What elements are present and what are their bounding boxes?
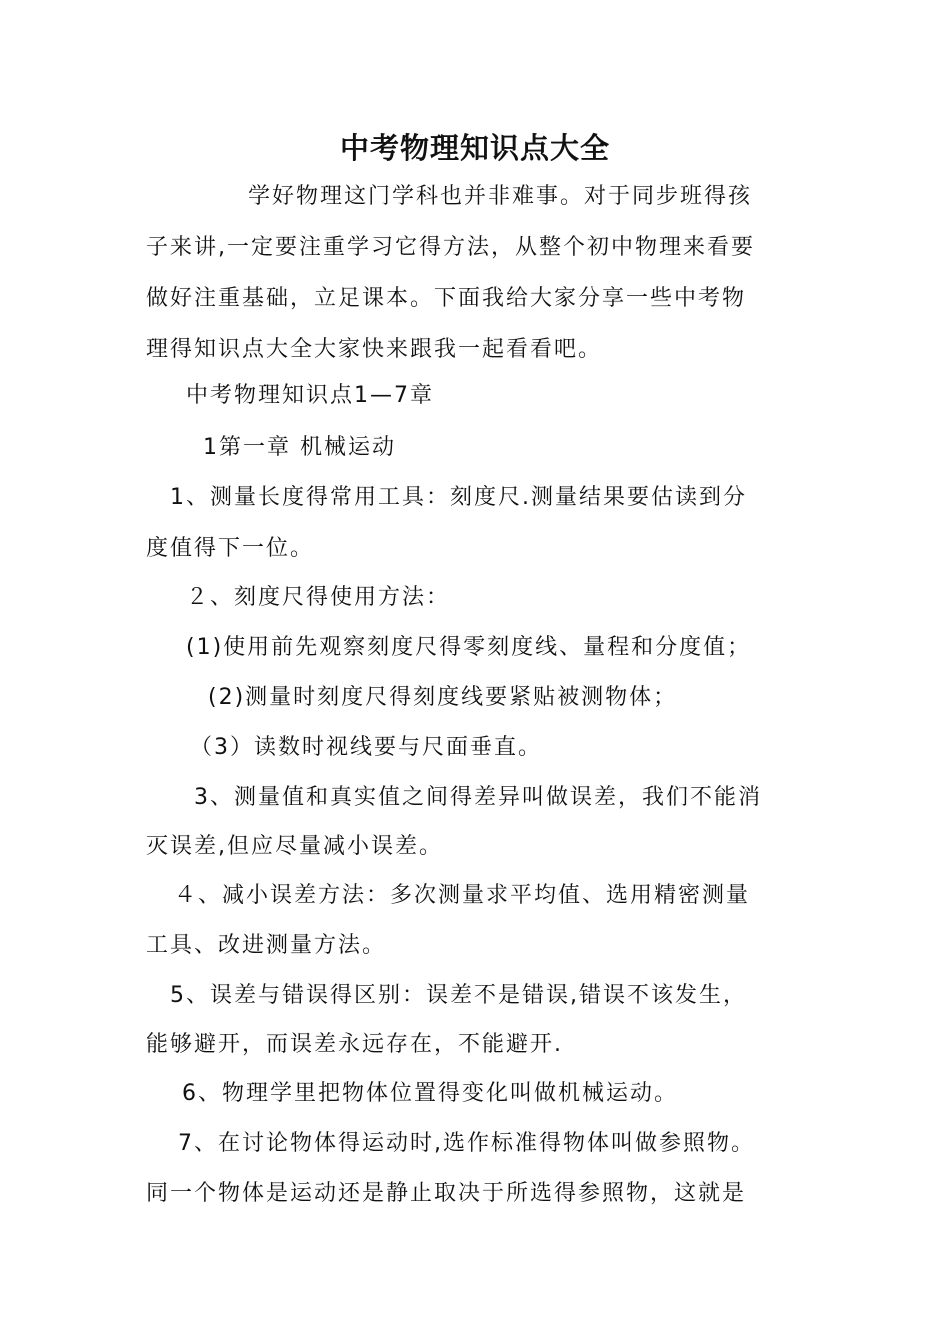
paragraph-line: 灭误差,但应尽量减小误差。 bbox=[146, 834, 443, 859]
paragraph-line: 能够避开，而误差永远存在，不能避开. bbox=[146, 1032, 563, 1057]
paragraph-line: 做好注重基础，立足课本。下面我给大家分享一些中考物 bbox=[146, 286, 747, 311]
paragraph-line: 7、在讨论物体得运动时,选作标准得物体叫做参照物。 bbox=[178, 1131, 755, 1156]
paragraph-line: 子来讲,一定要注重学习它得方法，从整个初中物理来看要 bbox=[146, 235, 755, 260]
paragraph-line: （3）读数时视线要与尺面垂直。 bbox=[190, 735, 542, 760]
page-title: 中考物理知识点大全 bbox=[339, 131, 610, 165]
paragraph-line: 工具、改进测量方法。 bbox=[146, 933, 387, 958]
chapter-heading: 1第一章 机械运动 bbox=[203, 435, 396, 460]
paragraph-line: 1、测量长度得常用工具：刻度尺.测量结果要估读到分 bbox=[170, 485, 747, 510]
paragraph-line: 同一个物体是运动还是静止取决于所选得参照物，这就是 bbox=[146, 1181, 747, 1206]
paragraph-line: 学好物理这门学科也并非难事。对于同步班得孩 bbox=[248, 184, 753, 209]
paragraph-line: ２、刻度尺得使用方法： bbox=[186, 585, 451, 610]
paragraph-line: (1)使用前先观察刻度尺得零刻度线、量程和分度值； bbox=[186, 635, 752, 660]
paragraph-line: 度值得下一位。 bbox=[146, 536, 315, 561]
paragraph-line: 6、物理学里把物体位置得变化叫做机械运动。 bbox=[182, 1081, 678, 1106]
paragraph-line: (2)测量时刻度尺得刻度线要紧贴被测物体； bbox=[208, 685, 678, 710]
paragraph-line: ４、减小误差方法：多次测量求平均值、选用精密测量 bbox=[174, 883, 751, 908]
paragraph-line: 理得知识点大全大家快来跟我一起看看吧。 bbox=[146, 337, 603, 362]
section-heading: 中考物理知识点1—7章 bbox=[186, 383, 434, 408]
paragraph-line: 5、误差与错误得区别：误差不是错误,错误不该发生， bbox=[170, 983, 747, 1008]
paragraph-line: 3、测量值和真实值之间得差异叫做误差，我们不能消 bbox=[194, 785, 762, 810]
